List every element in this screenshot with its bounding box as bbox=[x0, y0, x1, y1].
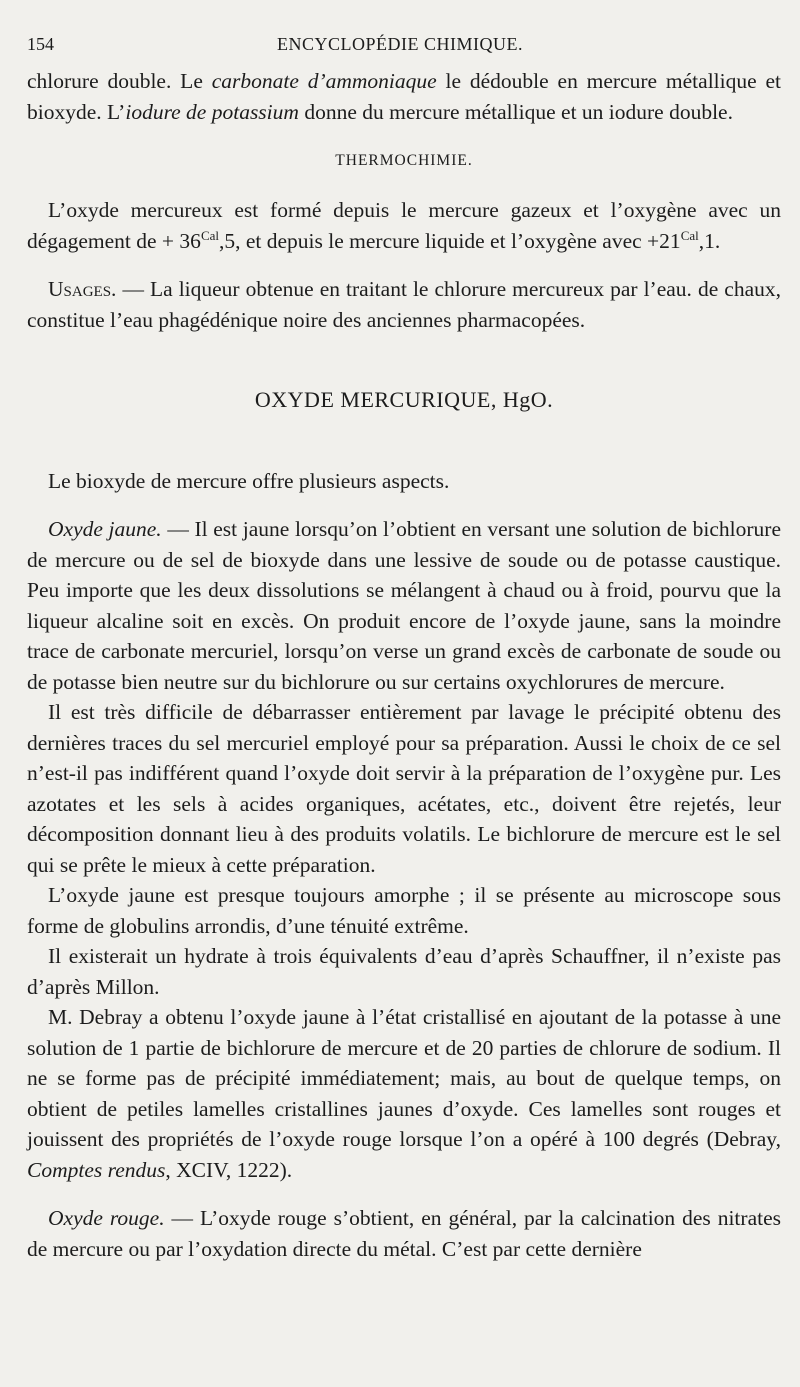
paragraph-debray: M. Debray a obtenu l’oxyde jaune à l’état cristallisé en ajoutant de la potasse à une solution de 1 partie de bichlorure de mercure et de 20 parties de chlorure de sodium. Il ne se forme pas de précipité immédiatement; mais, au bout de quelque temps, on obtient de petiles lamelles cristallines jaunes d’oxyde. Ces lamelles sont rouges et jouissent des propriétés de l’oxyde rouge lorsque l’on a opéré à 100 degrés (Debray, Comptes rendus, XCIV, 1222). bbox=[27, 1005, 781, 1182]
section-heading: OXYDE MERCURIQUE, HgO. bbox=[254, 387, 554, 412]
paragraph-intro: Le bioxyde de mercure offre plusieurs aspects. bbox=[48, 468, 450, 493]
running-title: ENCYCLOPÉDIE CHIMIQUE. bbox=[277, 34, 523, 54]
paragraph-oxyde-rouge: Oxyde rouge. — L’oxyde rouge s’obtient, en général, par la calcination des nitrates de mercure ou par l’oxydation directe du métal. C’est par cette dernière bbox=[27, 1206, 781, 1261]
paragraph-hydrate: Il existerait un hydrate à trois équivalents d’eau d’après Schauffner, il n’existe pas d’après Millon. bbox=[27, 944, 781, 999]
paragraph-amorphe: L’oxyde jaune est presque toujours amorphe ; il se présente au microscope sous forme de globulins arrondis, d’une ténuité extrême. bbox=[27, 883, 781, 938]
paragraph-continuation: chlorure double. Le carbonate d’ammoniaque le dédouble en mercure métallique et bioxyde. L’iodure de potassium donne du mercure métallique et un iodure double. bbox=[27, 69, 781, 124]
paragraph-oxyde-jaune: Oxyde jaune. — Il est jaune lorsqu’on l’obtient en versant une solution de bichlorure de mercure ou de sel de bioxyde dans une lessive de soude ou de potasse caustique. Peu importe que les deux dissolutions se mélangent à chaud ou à froid, pourvu que la liqueur alcaline soit en excès. On produit encore de l’oxyde jaune, sans la moindre trace de carbonate mercuriel, lorsqu’on verse un grand excès de carbonate de soude ou de potasse bien neutre sur du bichlorure ou sur certains oxychlorures de mercure. bbox=[27, 517, 782, 694]
paragraph-lavage: Il est très difficile de débarrasser entièrement par lavage le précipité obtenu des dernières traces du sel mercuriel employé pour sa préparation. Aussi le choix de ce sel n’est-il pas indifférent quand l’oxyde doit servir à la préparation de l’oxygène pur. Les azotates et les sels à acides organiques, acétates, etc., doivent être rejetés, leur décomposition donnant lieu à des produits volatils. Le bichlorure de mercure est le sel qui se prête le mieux à cette préparation. bbox=[27, 700, 781, 877]
paragraph-usages: Usages. — La liqueur obtenue en traitant le chlorure mercureux par l’eau. de chaux, constitue l’eau phagédénique noire des anciennes pharmacopées. bbox=[27, 277, 781, 332]
paragraph-thermochimie: L’oxyde mercureux est formé depuis le mercure gazeux et l’oxygène avec un dégagement de + $36^{Cal},5$, et depuis le mercure liquide et l’oxygène avec $+21^{Cal},1$. bbox=[27, 198, 781, 253]
page-body bbox=[27, 66, 781, 1264]
thermochimie-heading: THERMOCHIMIE. bbox=[335, 152, 473, 169]
page-number: 154 bbox=[27, 34, 54, 54]
page-header bbox=[27, 34, 773, 58]
